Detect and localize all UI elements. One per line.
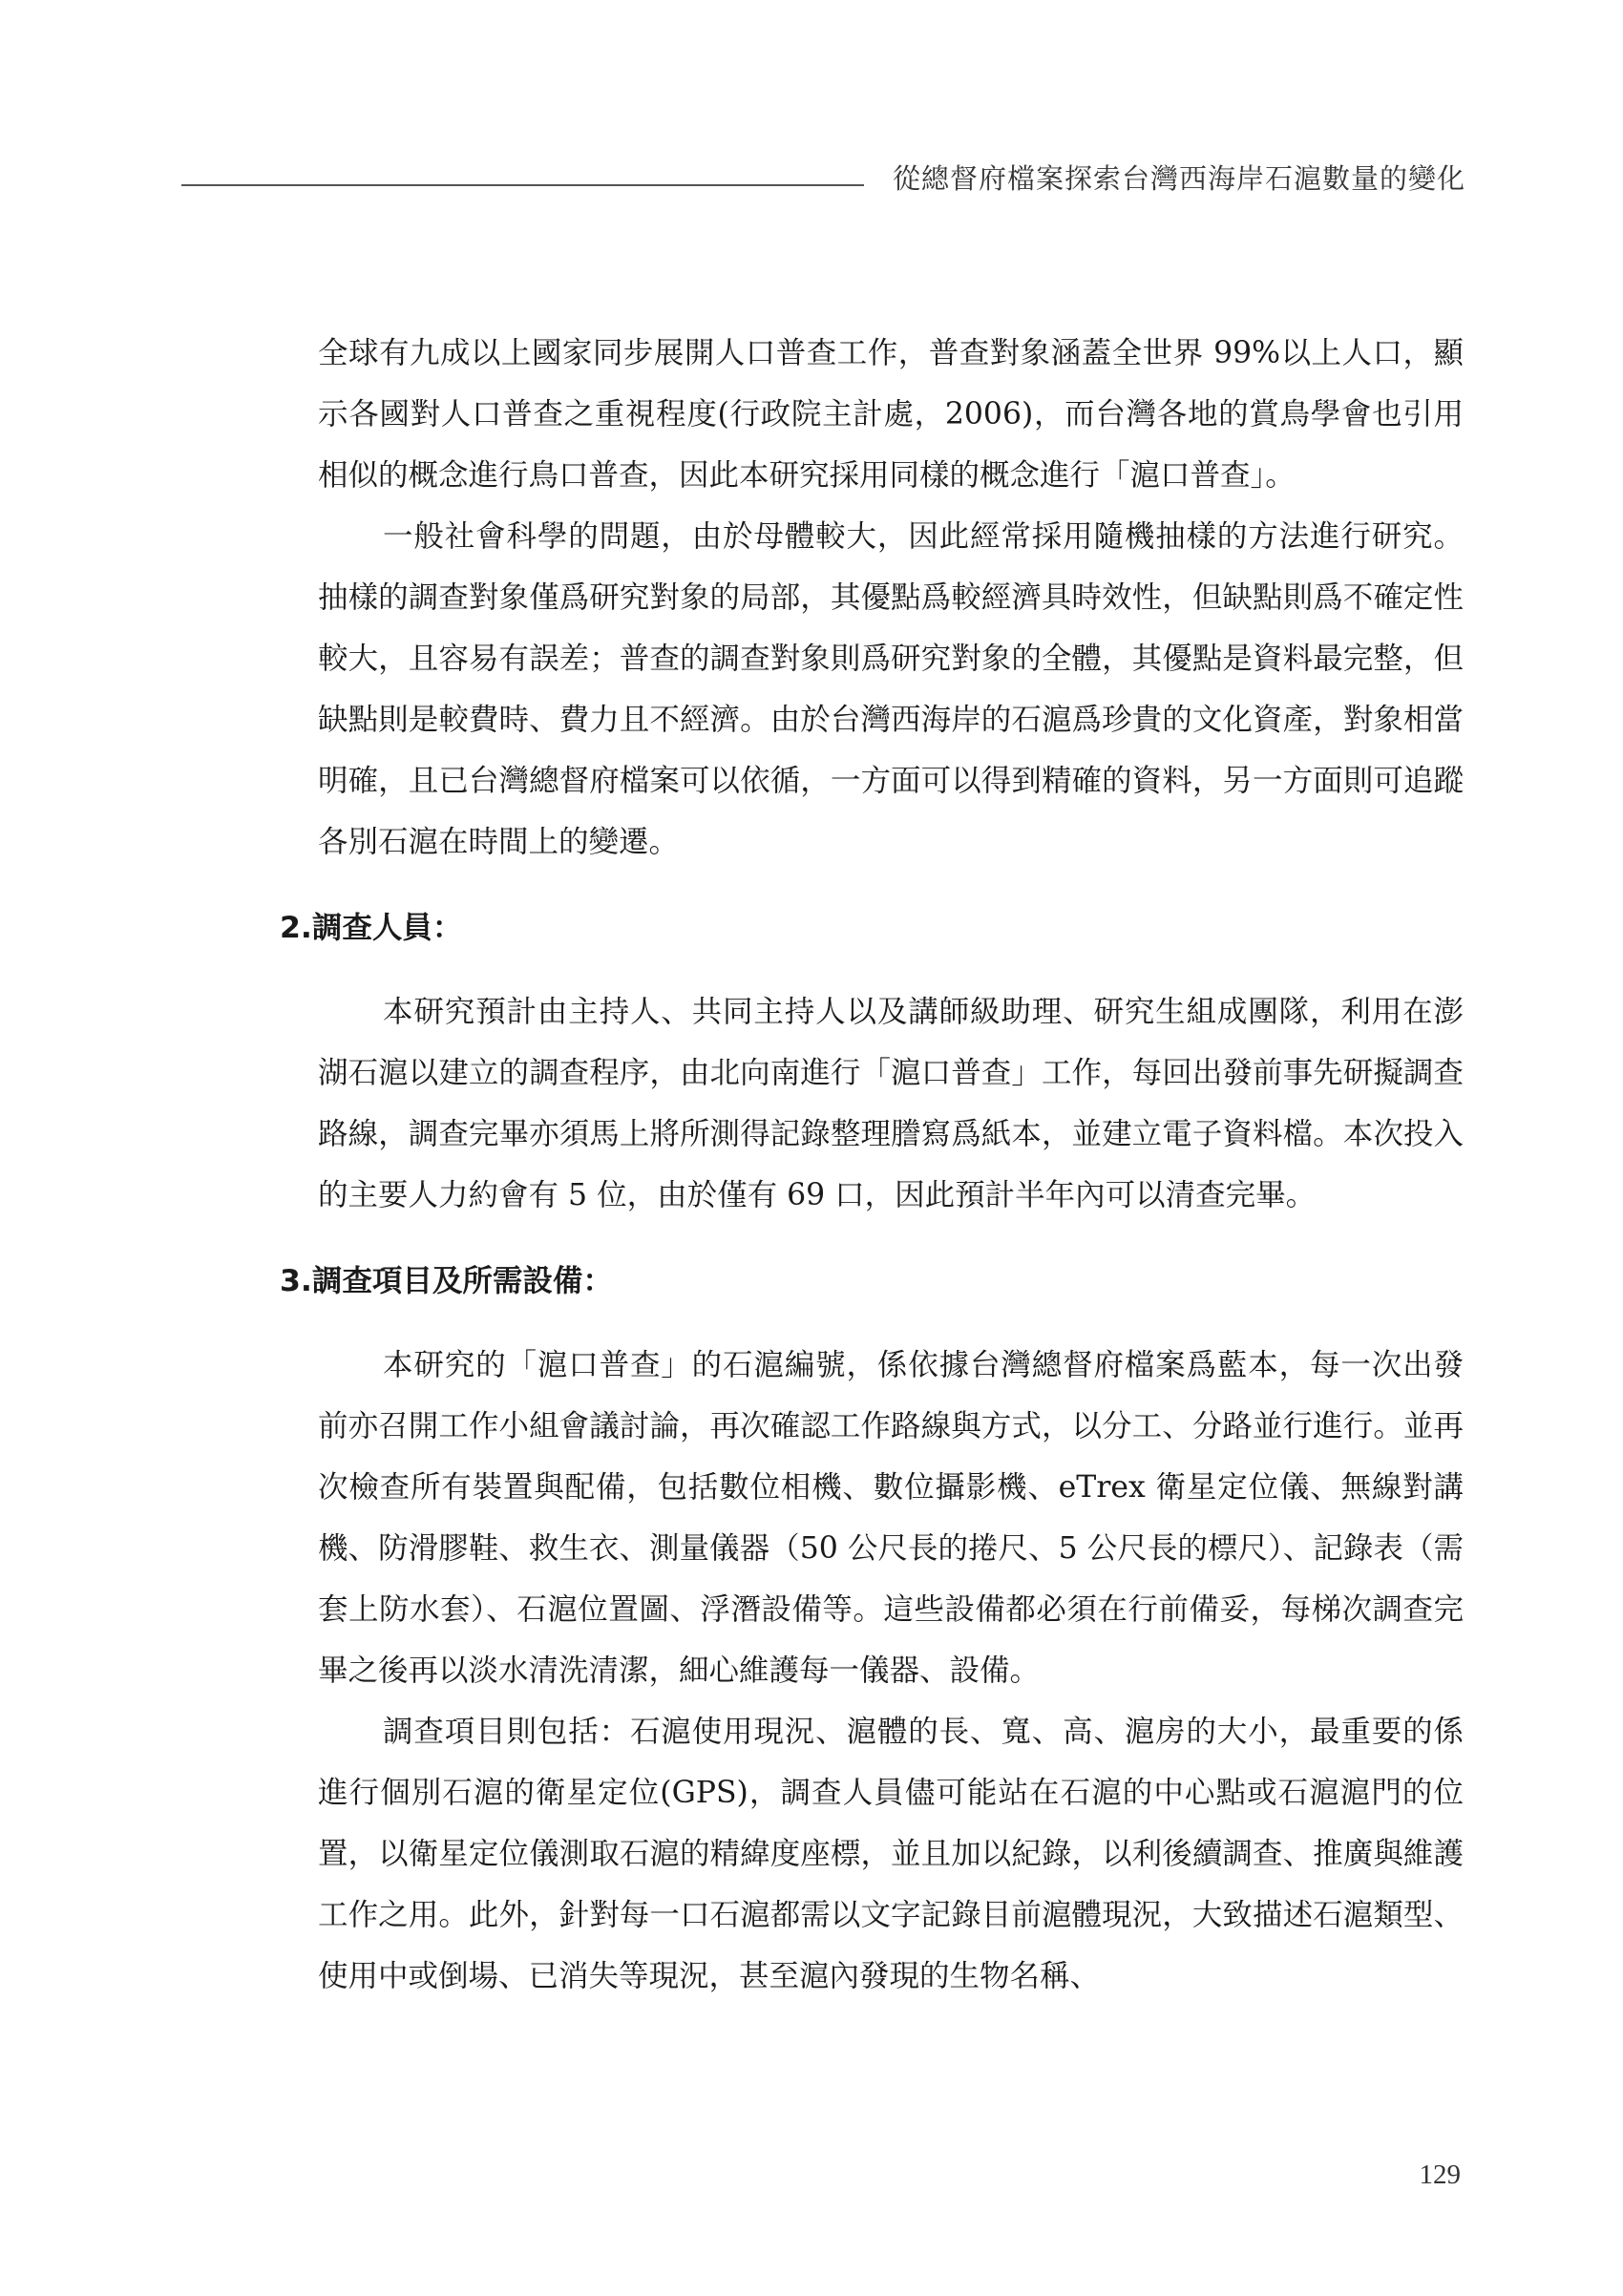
- running-header: [181, 158, 1465, 196]
- section-heading-survey-staff: 2.調查人員：: [280, 911, 463, 945]
- section-heading-survey-items-equipment: 3.調查項目及所需設備：: [280, 1264, 613, 1298]
- header-rule: [181, 184, 864, 186]
- running-header-title: 從總督府檔案探索台灣西海岸石滬數量的變化: [892, 162, 1465, 195]
- paragraph-sampling-vs-census: 一般社會科學的問題，由於母體較大，因此經常採用隨機抽樣的方法進行研究。抽樣的調查對象僅爲研究對象的局部，其優點爲較經濟具時效性，但缺點則爲不確定性較大，且容易有誤差；普查的調查對象則爲研究對象的全體，其優點是資料最完整，但缺點則是較費時、費力且不經濟。由於台灣西海岸的石滬爲珍貴的文化資產，對象相當明確，且已台灣總督府檔案可以依循，一方面可以得到精確的資料，另一方面則可追蹤各別石滬在時間上的變遷。: [318, 519, 1464, 859]
- body-text: [280, 323, 1464, 2007]
- page-number: 129: [1419, 2159, 1461, 2190]
- paragraph-survey-items: 調查項目則包括：石滬使用現況、滬體的長、寬、高、滬房的大小，最重要的係進行個別石滬的衛星定位(GPS)，調查人員儘可能站在石滬的中心點或石滬滬門的位置，以衛星定位儀測取石滬的精緯度座標，並且加以紀錄，以利後續調查、推廣與維護工作之用。此外，針對每一口石滬都需以文字記錄目前滬體現況，大致描述石滬類型、使用中或倒場、已消失等現況，甚至滬內發現的生物名稱、: [318, 1715, 1464, 1993]
- paragraph-equipment: 本研究的「滬口普查」的石滬編號，係依據台灣總督府檔案爲藍本，每一次出發前亦召開工作小組會議討論，再次確認工作路線與方式，以分工、分路並行進行。並再次檢查所有裝置與配備，包括數位相機、數位攝影機、eTrex 衛星定位儀、無線對講機、防滑膠鞋、救生衣、測量儀器（50 公尺長的捲尺、5 公尺長的標尺）、記錄表（需套上防水套）、石滬位置圖、浮潛設備等。這些設備都必須在行前備妥，每梯次調查完畢之後再以淡水清洗清潔，細心維護每一儀器、設備。: [318, 1348, 1464, 1688]
- paragraph-survey-staff: 本研究預計由主持人、共同主持人以及講師級助理、研究生組成團隊，利用在澎湖石滬以建立的調查程序，由北向南進行「滬口普查」工作，每回出發前事先研擬調查路線，調查完畢亦須馬上將所測得記錄整理謄寫爲紙本，並建立電子資料檔。本次投入的主要人力約會有 5 位，由於僅有 69 口，因此預計半年內可以清查完畢。: [318, 995, 1464, 1212]
- paragraph-census-concept: 全球有九成以上國家同步展開人口普查工作，普查對象涵蓋全世界 99%以上人口，顯示各國對人口普查之重視程度(行政院主計處，2006)，而台灣各地的賞鳥學會也引用相似的概念進行鳥口普查，因此本研究採用同樣的概念進行「滬口普查」。: [318, 336, 1464, 493]
